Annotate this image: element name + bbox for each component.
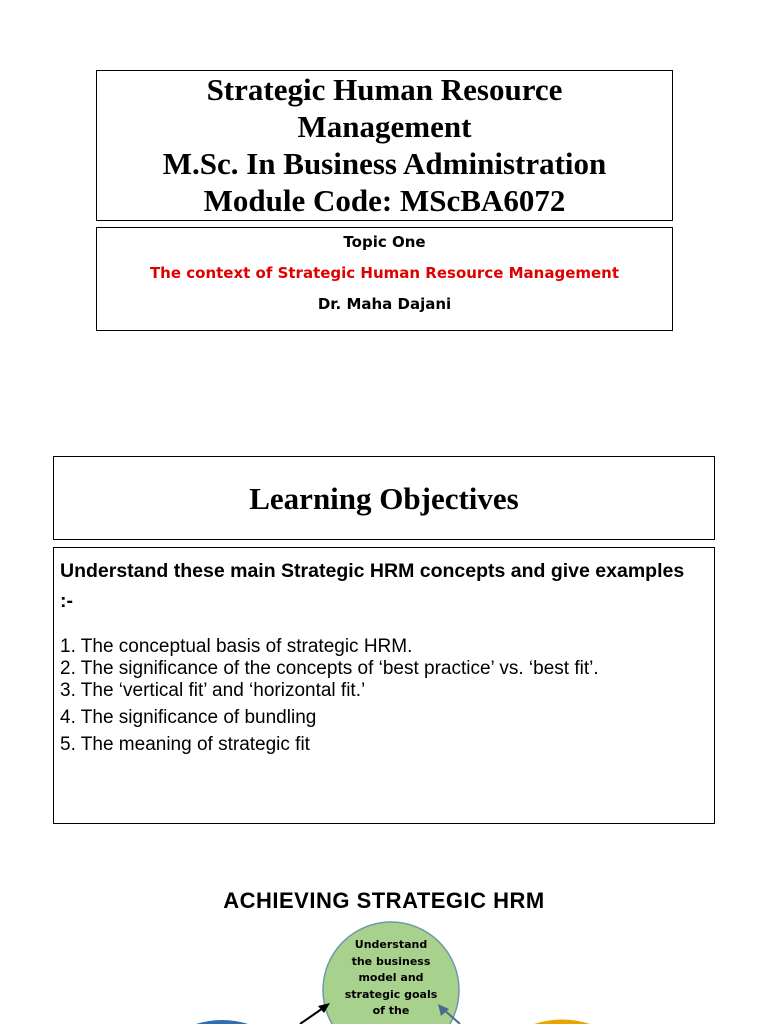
title-line-3: M.Sc. In Business Administration	[162, 146, 607, 181]
center-node-line: the business	[351, 954, 431, 968]
center-node-line: strategic goals	[344, 987, 438, 1001]
objective-item: 1. The conceptual basis of strategic HRM.	[60, 636, 413, 657]
right-node-shape	[534, 1020, 590, 1024]
objectives-list	[60, 636, 708, 756]
author-name: Dr. Maha Dajani	[317, 295, 452, 313]
objectives-intro: Understand these main Strategic HRM concepts and give examples :-	[60, 560, 685, 612]
center-node-label	[340, 937, 442, 1020]
title-line-2: Management	[297, 109, 472, 144]
objective-item: 4. The significance of bundling	[60, 707, 317, 728]
title-line-4: Module Code: MScBA6072	[203, 183, 566, 218]
context-title: The context of Strategic Human Resource Management	[149, 264, 620, 282]
left-node-shape	[196, 1020, 248, 1024]
title-box	[96, 70, 673, 221]
learning-objectives-body	[53, 547, 715, 824]
objective-item: 5. The meaning of strategic fit	[60, 734, 310, 755]
topic-label: Topic One	[343, 233, 426, 251]
learning-objectives-heading-box	[53, 456, 715, 540]
learning-objectives-heading: Learning Objectives	[249, 481, 519, 516]
objective-item: 2. The significance of the concepts of ‘best practice’ vs. ‘best fit’.	[60, 658, 599, 679]
subtitle-box	[96, 227, 673, 331]
center-node-line: Understand	[354, 938, 428, 951]
title-line-1: Strategic Human Resource	[206, 72, 563, 107]
center-node-line: of the	[372, 1004, 410, 1017]
center-node-line: model and	[358, 971, 424, 984]
objective-item: 3. The ‘vertical fit’ and ‘horizontal fit.’	[60, 680, 366, 701]
achieving-shrm-heading: ACHIEVING STRATEGIC HRM	[223, 888, 545, 913]
